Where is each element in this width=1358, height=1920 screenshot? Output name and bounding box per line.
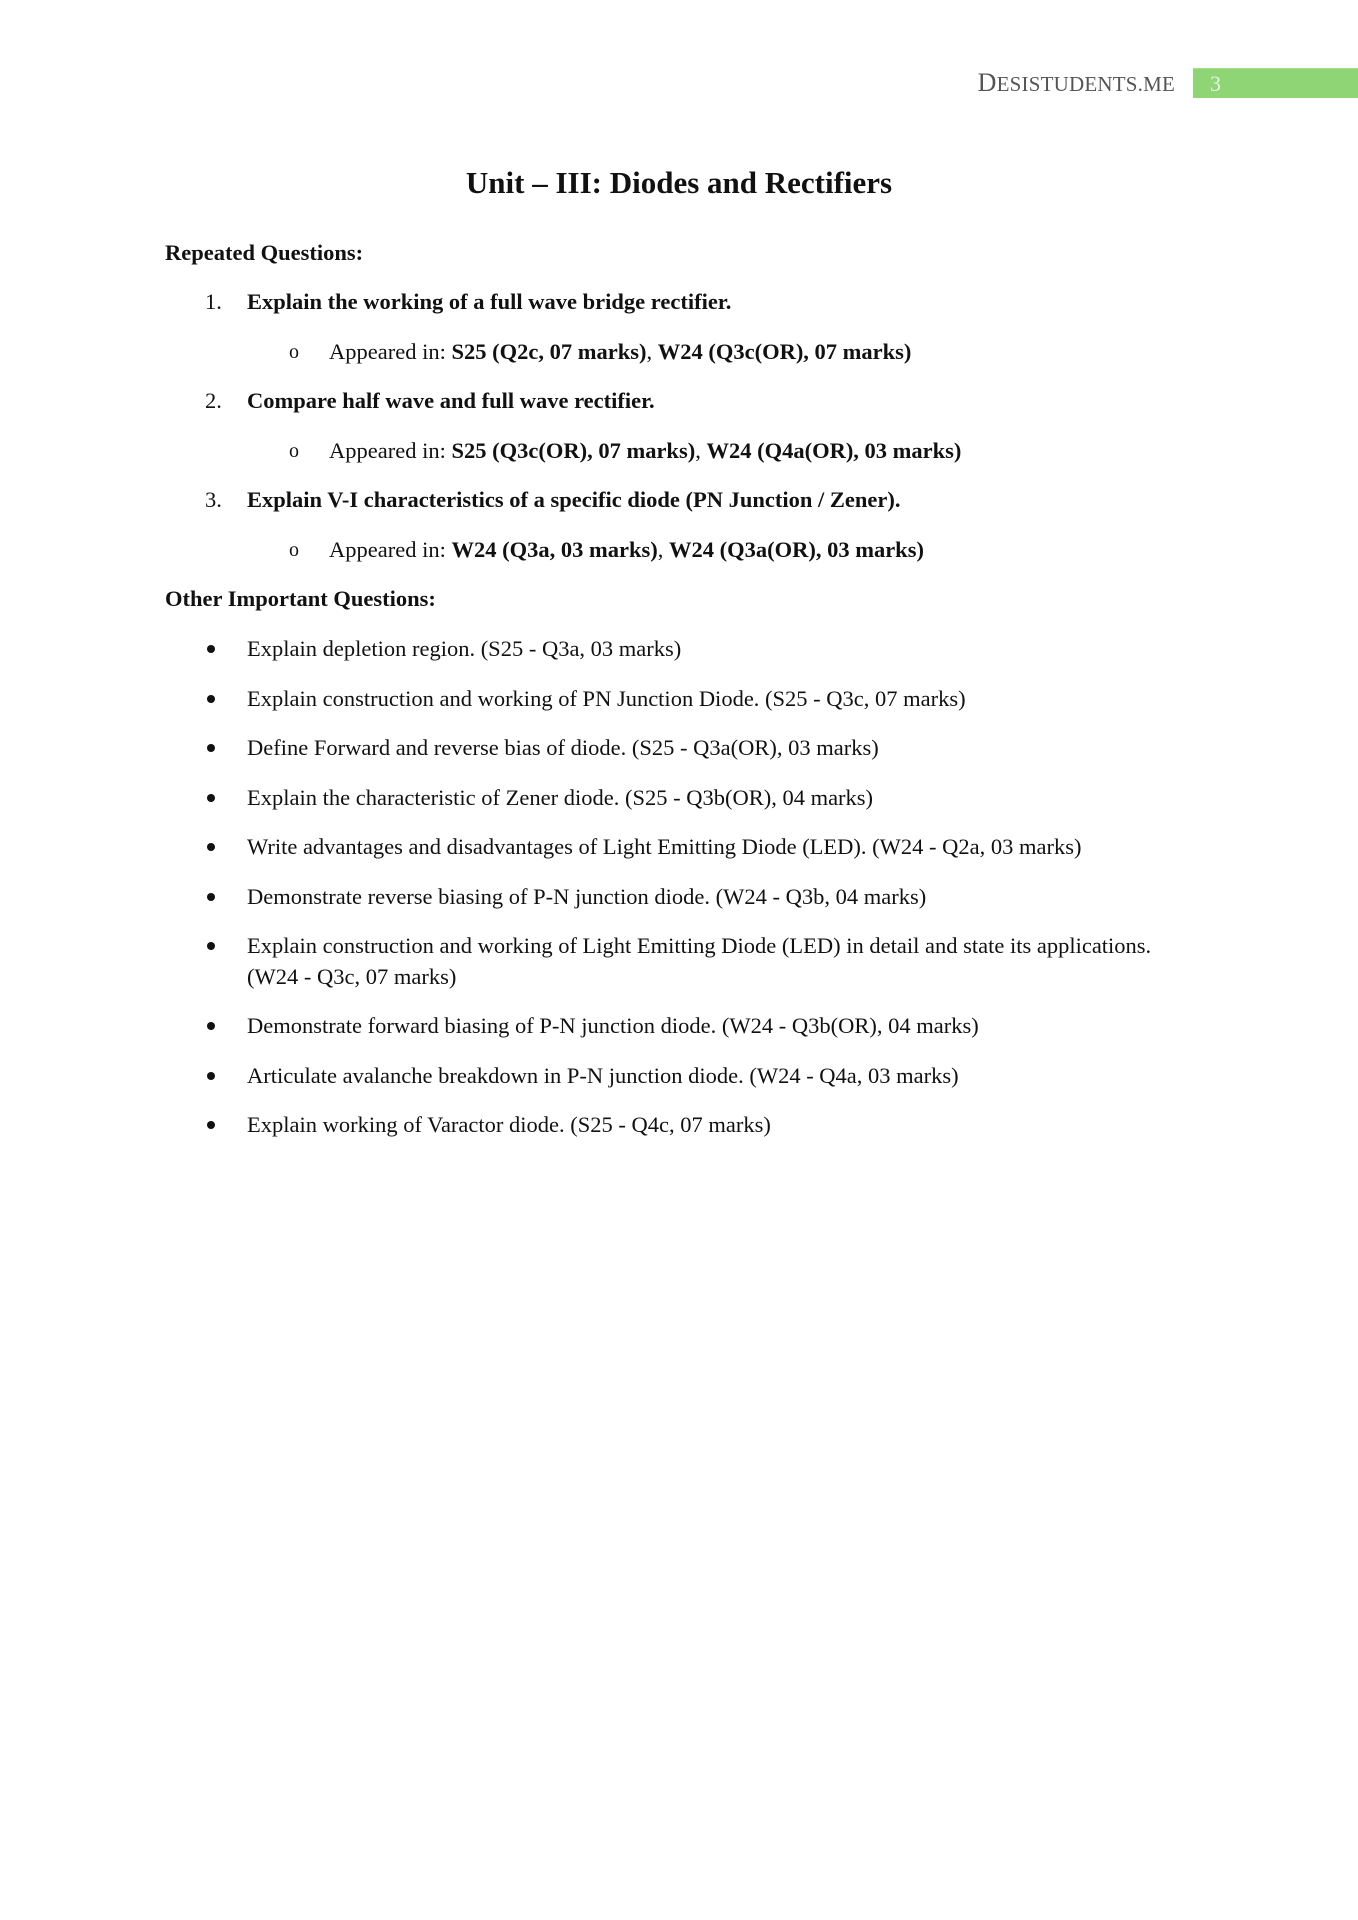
other-questions-heading: Other Important Questions: [165,586,436,611]
appeared-label: Appeared in: [329,438,452,463]
list-number: 1. [205,289,222,314]
exam-ref: S25 (Q2c, 07 marks) [451,339,647,364]
question-text: Explain working of Varactor diode. (S25 - Q4c, 07 marks) [247,1112,771,1137]
bullet-icon [207,893,215,901]
question-text: Explain V-I characteristics of a specific diode (PN Junction / Zener). [247,487,901,512]
site-name [978,68,1175,98]
question-text: Demonstrate forward biasing of P-N junction diode. (W24 - Q3b(OR), 04 marks) [247,1013,979,1038]
bullet-icon [207,794,215,802]
bullet-icon [207,695,215,703]
page-number: 3 [1210,71,1221,96]
list-number: 2. [205,388,222,413]
appeared-in-line [329,536,924,564]
question-text: Demonstrate reverse biasing of P-N junction diode. (W24 - Q3b, 04 marks) [247,884,927,909]
exam-ref: W24 (Q3a(OR), 03 marks) [668,537,924,562]
appeared-in-line [329,338,911,366]
question-text: Compare half wave and full wave rectifier. [247,388,655,413]
bullet-icon [207,843,215,851]
appeared-label: Appeared in: [329,339,452,364]
separator: , [657,537,669,562]
bullet-icon [207,1022,215,1030]
bullet-icon [207,1121,215,1129]
appeared-label: Appeared in: [329,537,452,562]
question-text: Explain the working of a full wave bridge rectifier. [247,289,732,314]
bullet-icon [207,744,215,752]
separator: , [695,438,707,463]
page-number-badge [1193,68,1358,98]
exam-ref: W24 (Q4a(OR), 03 marks) [706,438,962,463]
page-title: Unit – III: Diodes and Rectifiers [465,165,893,200]
question-text: Explain depletion region. (S25 - Q3a, 03 marks) [247,636,682,661]
question-text: Define Forward and reverse bias of diode. (S25 - Q3a(OR), 03 marks) [247,735,879,760]
repeated-questions-heading: Repeated Questions: [165,240,364,265]
circle-bullet-icon: o [289,440,299,462]
question-text: Explain construction and working of Light Emitting Diode (LED) in detail and state its applications. (W24 - Q3c, 07 marks) [247,933,1152,989]
bullet-icon [207,645,215,653]
circle-bullet-icon: o [289,539,299,561]
question-text: Explain construction and working of PN Junction Diode. (S25 - Q3c, 07 marks) [247,686,966,711]
site-name-initial: D [977,68,997,97]
circle-bullet-icon: o [289,341,299,363]
site-name-rest: ESISTUDENTS.ME [996,72,1175,96]
bullet-icon [207,1072,215,1080]
exam-ref: S25 (Q3c(OR), 07 marks) [451,438,696,463]
exam-ref: W24 (Q3a, 03 marks) [451,537,658,562]
separator: , [646,339,658,364]
question-text: Articulate avalanche breakdown in P-N junction diode. (W24 - Q4a, 03 marks) [247,1063,959,1088]
appeared-in-line [329,437,961,465]
bullet-icon [207,942,215,950]
question-text: Explain the characteristic of Zener diode. (S25 - Q3b(OR), 04 marks) [247,785,874,810]
exam-ref: W24 (Q3c(OR), 07 marks) [657,339,912,364]
question-text: Write advantages and disadvantages of Light Emitting Diode (LED). (W24 - Q2a, 03 marks) [247,834,1082,859]
list-number: 3. [205,487,222,512]
